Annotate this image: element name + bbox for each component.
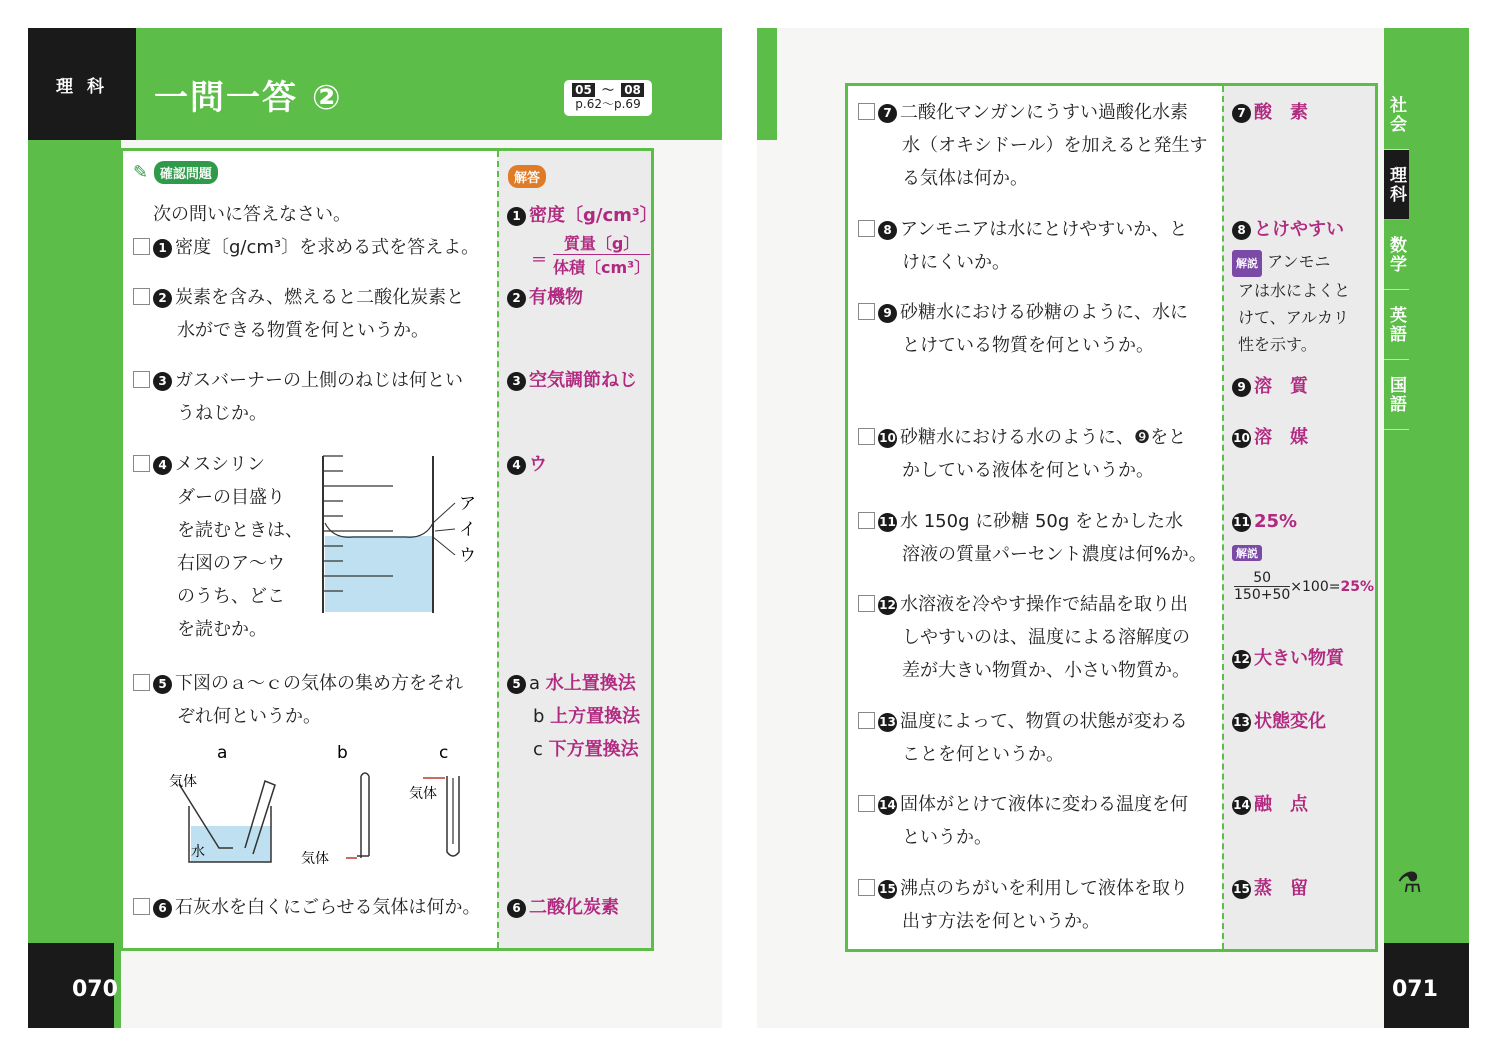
page-number-left: 070 [72,977,118,1002]
answer-1: 1 密度〔g/cm³〕 [507,199,658,232]
question-text: 二酸化マンガンにうすい過酸化水素 [900,102,1188,123]
right-page-number-block [1384,943,1469,1028]
formula-result: 25% [1340,578,1374,595]
question-6 [133,891,480,924]
explanation-badge: 解説 [1232,250,1262,277]
question-3 [133,364,463,430]
checkbox[interactable] [133,238,150,255]
question-4 [133,448,303,646]
question-text: アンモニアは水にとけやすいか、と [900,219,1188,240]
question-number: 2 [153,289,172,308]
question-text: 固体がとけて液体に変わる温度を何 [900,794,1188,815]
formula-numerator: 質量〔g〕 [553,231,650,255]
range-to: 08 [621,83,644,97]
question-number: 9 [878,304,897,323]
expl-text: けて、アルカリ [1238,308,1350,327]
question-text: 密度〔g/cm³〕を求める式を答えよ。 [175,237,480,258]
checkbox[interactable] [133,371,150,388]
question-text: のうち、どこ [177,586,285,607]
chapter-header [136,28,722,140]
graduated-cylinder-diagram [313,451,493,621]
checkbox[interactable] [858,712,875,729]
question-number: 11 [878,513,897,532]
answer-text: 水上置換法 [545,673,636,694]
question-number: 12 [878,596,897,615]
answer-text: 上方置換法 [550,706,641,727]
answer-10: 10 溶 媒 [1233,427,1308,448]
checkbox[interactable] [858,795,875,812]
question-box-left [120,148,658,951]
answer-text: 空気調節ねじ [529,370,637,391]
answer-9: 9 溶 質 [1232,370,1308,403]
left-green-strip [28,140,121,1028]
pencil-icon: ✎ [133,162,149,183]
answer-11-explanation [1232,542,1262,561]
question-number: 13 [878,713,897,732]
question-text: というか。 [902,827,992,848]
expl-text: 性を示す。 [1238,335,1317,354]
question-text: とけている物質を何というか。 [902,335,1154,356]
formula-eq: ＝ [531,250,548,269]
checkbox[interactable] [858,220,875,237]
gas-collection-diagram [161,736,491,896]
question-text: 水溶液を冷やす操作で結晶を取り出 [900,594,1188,615]
checkbox[interactable] [133,674,150,691]
question-text: 砂糖水における砂糖のように、水に [900,302,1188,323]
question-box-right [845,83,1378,952]
checkbox[interactable] [858,879,875,896]
question-text: けにくいか。 [902,252,1010,273]
answer-text: 融 点 [1254,794,1308,815]
answer-3: 3 空気調節ねじ [507,364,637,397]
question-8 [858,213,1187,279]
answer-8-explanation [1232,248,1350,358]
question-text: 水ができる物質を何というか。 [177,320,429,341]
label-c: c [439,743,449,763]
question-text: 差が大きい物質か、小さい物質か。 [902,660,1190,681]
answer-15: 15 蒸 留 [1233,878,1308,899]
question-text: 水（オキシドール）を加えると発生す [902,135,1208,156]
answer-letter: a [529,673,541,694]
confirm-label: 確認問題 [154,161,218,184]
tab-social[interactable]: 社会 [1384,80,1409,150]
question-13 [858,705,1188,771]
cyl-label-u: ウ [459,546,476,566]
question-text: ことを何というか。 [902,744,1064,765]
question-14 [858,788,1188,854]
question-number: 6 [153,899,172,918]
checkbox[interactable] [858,512,875,529]
tab-japanese[interactable]: 国語 [1384,360,1409,430]
question-text: ガスバーナーの上側のねじは何とい [175,370,463,391]
checkbox[interactable] [133,288,150,305]
answer-header [508,165,546,188]
question-15 [858,872,1188,938]
answer-text: とけやすい [1254,219,1344,240]
instruction: 次の問いに答えなさい。 [153,204,351,225]
formula-denominator: 体積〔cm³〕 [553,258,651,277]
answer-11: 11 25% [1233,511,1298,532]
checkbox[interactable] [858,595,875,612]
label-a: a [217,743,228,763]
question-text: 溶液の質量パーセント濃度は何%か。 [902,544,1207,565]
question-text: うねじか。 [177,403,267,424]
gas-label-a: 気体 [169,774,197,790]
question-text: 炭素を含み、燃えると二酸化炭素と [175,287,465,308]
checkbox[interactable] [858,428,875,445]
tab-english[interactable]: 英語 [1384,290,1409,360]
formula-denominator: 150+50 [1234,587,1291,603]
question-number: 15 [878,880,897,899]
answer-text: 下方置換法 [548,739,639,760]
label-b: b [337,743,348,763]
question-text: る気体は何か。 [902,168,1028,189]
question-text: かしている液体を何というか。 [902,460,1154,481]
right-page [757,28,1469,1028]
left-page [28,28,722,1028]
question-number: 10 [878,429,897,448]
answer-7: 7 酸 素 [1232,96,1308,129]
question-text: を読むときは、 [177,520,303,541]
question-number: 7 [878,104,897,123]
left-page-number-block [28,943,118,1028]
question-5 [133,667,463,733]
checkbox[interactable] [858,103,875,120]
question-text: 温度によって、物質の状態が変わる [900,711,1188,732]
question-number: 8 [878,221,897,240]
question-text: ダーの目盛り [177,487,285,508]
question-11 [858,505,1207,571]
question-1 [133,231,479,264]
subject-label: 理 科 [28,28,136,140]
section-range-badge [564,80,652,116]
question-text: 右図のア〜ウ [177,553,285,574]
question-9 [858,296,1188,362]
page-number-right: 071 [1392,977,1438,1002]
gas-label-b: 気体 [301,851,329,867]
answer-text: 大きい物質 [1254,648,1344,669]
formula-tail: ×100= [1290,578,1341,595]
checkbox[interactable] [133,455,150,472]
question-text: 沸点のちがいを利用して液体を取り [900,878,1188,899]
question-12 [858,588,1190,687]
cyl-label-a: ア [459,494,476,514]
question-text: ぞれ何というか。 [177,706,321,727]
subject-tabs [1384,80,1469,430]
answer-text: 二酸化炭素 [529,897,619,918]
question-text: を読むか。 [177,619,267,640]
question-number: 1 [153,239,172,258]
water-label: 水 [191,844,205,860]
cyl-label-i: イ [459,520,476,540]
flask-icon: ⚗ [1397,866,1423,899]
answer-label: 解答 [508,165,546,188]
range-from: 05 [572,83,595,97]
confirm-header [133,161,218,184]
answer-6: 6 二酸化炭素 [507,891,619,924]
answer-12: 12 大きい物質 [1233,648,1344,669]
answer-text: 有機物 [529,287,583,308]
answer-text: 状態変化 [1254,711,1326,732]
question-text: 石灰水を白くにごらせる気体は何か。 [175,897,481,918]
tab-math[interactable]: 数学 [1384,220,1409,290]
answer-letter: b [533,706,545,727]
question-text: しやすいのは、温度による溶解度の [902,627,1190,648]
question-text: 砂糖水における水のように、❾をと [900,427,1187,448]
expl-text: アンモニ [1267,252,1331,271]
question-text: メスシリン [175,454,265,475]
question-number: 5 [153,675,172,694]
density-formula [531,231,650,278]
question-7 [858,96,1207,195]
answer-text: 密度〔g/cm³〕 [529,205,658,226]
formula-numerator: 50 [1234,570,1290,587]
gas-label-c: 気体 [409,786,437,802]
question-number: 4 [153,456,172,475]
answer-2: 2 有機物 [507,281,583,314]
answer-text: 溶 質 [1254,376,1308,397]
question-number: 3 [153,372,172,391]
checkbox[interactable] [858,303,875,320]
percent-formula [1234,570,1374,603]
range-sep: 〜 [601,83,614,97]
answer-letter: c [533,739,543,760]
range-pages: p.62〜p.69 [575,97,641,111]
answer-5: 5 a 水上置換法 b 上方置換法 c 下方置換法 [507,667,640,766]
tab-science[interactable]: 理科 [1384,150,1409,220]
question-2 [133,281,464,347]
question-10 [858,421,1186,487]
checkbox[interactable] [133,898,150,915]
answer-text: 酸 素 [1254,102,1308,123]
answer-14: 14 融 点 [1233,794,1308,815]
page-title: 一問一答 ② [154,78,343,118]
question-text: 水 150g に砂糖 50g をとかした水 [900,511,1183,532]
question-text: 下図のａ〜ｃの気体の集め方をそれ [175,673,463,694]
answer-text: 25% [1254,511,1298,532]
answer-text: ウ [529,454,547,475]
answer-13: 13 状態変化 [1233,711,1326,732]
answer-4: 4 ウ [507,448,547,481]
question-number: 14 [878,796,897,815]
expl-text: アは水によくと [1238,281,1351,300]
right-green-accent [757,28,777,140]
explanation-badge: 解説 [1232,545,1262,561]
answer-8: 8 とけやすい [1232,213,1344,246]
question-text: 出す方法を何というか。 [902,911,1100,932]
answer-text: 溶 媒 [1254,427,1308,448]
answer-text: 蒸 留 [1254,878,1308,899]
